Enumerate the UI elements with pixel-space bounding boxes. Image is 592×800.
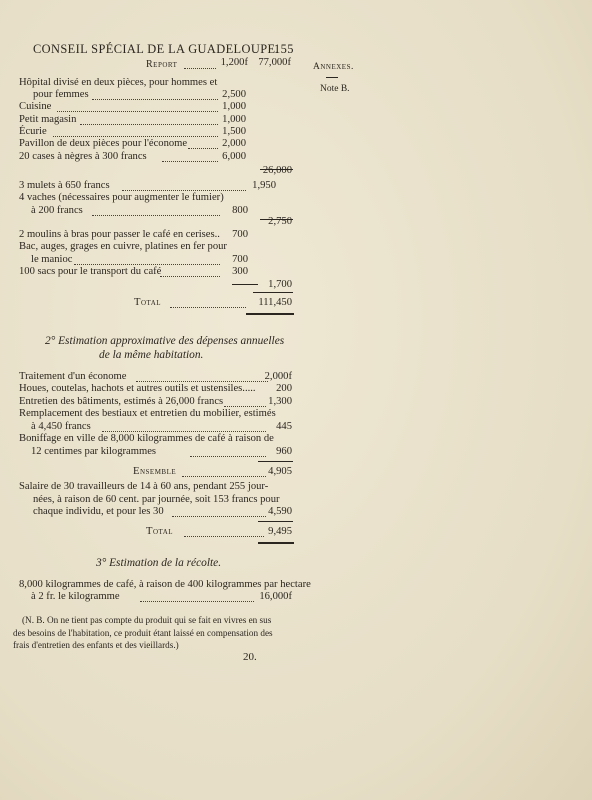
list-item: nées, à raison de 60 cent. par journée, soit 153 francs pour — [33, 494, 280, 505]
list-value: 6,000 — [222, 151, 246, 162]
list-item: Entretien des bâtiments, estimés à 26,000 francs — [19, 396, 224, 407]
list-item: 2 moulins à bras pour passer le café en cerises.. — [19, 229, 220, 240]
ensemble-label: Ensemble — [133, 466, 177, 477]
subtotal-value: 26,000 — [262, 165, 292, 176]
annexes-divider — [326, 77, 338, 78]
list-item: Remplacement des bestiaux et entretien du mobilier, estimés — [19, 408, 276, 419]
list-value: 445 — [276, 421, 292, 432]
list-value: 2,000 — [222, 138, 246, 149]
list-value: 1,500 — [222, 126, 246, 137]
list-item: 3 mulets à 650 francs — [19, 180, 110, 191]
list-value: 1,000 — [222, 101, 246, 112]
total-rule — [253, 292, 293, 293]
leader-dots — [170, 307, 246, 308]
list-value: 1,300 — [268, 396, 292, 407]
leader-dots — [102, 431, 266, 432]
section-heading: 3° Estimation de la récolte. — [96, 557, 222, 569]
list-item: à 2 fr. le kilogramme — [31, 591, 120, 602]
list-item: Hôpital divisé en deux pièces, pour hommes et — [19, 77, 218, 88]
leader-dots — [140, 601, 254, 602]
total-rule — [258, 461, 293, 462]
list-value: 4,590 — [268, 506, 292, 517]
list-value: 2,000f — [264, 371, 292, 382]
list-value: 200 — [276, 383, 292, 394]
footnote: (N. B. On ne tient pas compte du produit qui se fait en vivres en sus — [22, 615, 272, 625]
list-item: à 4,450 francs — [31, 421, 91, 432]
list-item: 4 vaches (nécessaires pour augmenter le fumier) — [19, 192, 224, 203]
list-item: Cuisine — [19, 101, 52, 112]
report-value-1: 1,200f — [220, 57, 248, 68]
list-value: 700 — [232, 254, 248, 265]
leader-dots — [136, 381, 268, 382]
list-item: à 200 francs — [31, 205, 83, 216]
list-value: 700 — [232, 229, 248, 240]
list-value: 300 — [232, 266, 248, 277]
list-value: 1,950 — [252, 180, 276, 191]
leader-dots — [92, 215, 220, 216]
leader-dots — [122, 190, 246, 191]
annexes-label: Annexes. — [313, 62, 354, 72]
footnote: des besoins de l'habitation, ce produit étant laissé en compensation des — [13, 628, 273, 638]
list-item: 12 centimes par kilogrammes — [31, 446, 157, 457]
total-double-rule — [246, 313, 294, 315]
subtotal-value: 2,750 — [268, 216, 292, 227]
page-title: CONSEIL SPÉCIAL DE LA GUADELOUPE. — [33, 42, 279, 56]
section-heading: de la même habitation. — [99, 349, 204, 361]
list-item: Salaire de 30 travailleurs de 14 à 60 ans, pendant 255 jour- — [19, 481, 269, 492]
leader-dots — [80, 124, 218, 125]
list-value: 960 — [276, 446, 292, 457]
list-item: Traitement d'un économe — [19, 371, 127, 382]
list-item: 8,000 kilogrammes de café, à raison de 400 kilogrammes par hectare — [19, 579, 311, 590]
leader-dots — [57, 111, 218, 112]
list-item: Écurie — [19, 126, 47, 137]
list-item: le manioc — [31, 254, 73, 265]
list-item: Houes, coutelas, hachots et autres outils et ustensiles..... — [19, 383, 256, 394]
leader-dots — [53, 136, 218, 137]
list-item: 100 sacs pour le transport du café — [19, 266, 162, 277]
list-item: Petit magasin — [19, 114, 77, 125]
list-item: chaque individu, et pour les 30 — [33, 506, 164, 517]
list-item: Bac, auges, grages en cuivre, platines en fer pour — [19, 241, 227, 252]
list-item: 20 cases à nègres à 300 francs — [19, 151, 147, 162]
list-value: 2,500 — [222, 89, 246, 100]
list-item: pour femmes — [33, 89, 89, 100]
subtotal-value: 1,700 — [268, 279, 292, 290]
footnote: frais d'entretien des enfants et des vieillards.) — [13, 640, 179, 650]
note-label: Note B. — [320, 84, 350, 94]
leader-dots — [92, 99, 218, 100]
leader-dots — [74, 264, 220, 265]
page-number: 155 — [274, 42, 294, 56]
list-value: 800 — [232, 205, 248, 216]
total-double-rule — [258, 542, 294, 544]
list-value: 1,000 — [222, 114, 246, 125]
signature-mark: 20. — [243, 651, 257, 663]
list-item: Boniffage en ville de 8,000 kilogrammes de café à raison de — [19, 433, 274, 444]
section-heading: 2° Estimation approximative des dépenses annuelles — [45, 335, 285, 347]
total-rule — [258, 521, 293, 522]
list-value: 16,000f — [259, 591, 292, 602]
report-label: Report — [146, 59, 178, 70]
report-value-2: 77,000f — [258, 57, 291, 68]
total-label: Total — [146, 526, 174, 537]
ensemble-value: 4,905 — [268, 466, 292, 477]
total-label: Total — [134, 297, 162, 308]
list-item: Pavillon de deux pièces pour l'économe — [19, 138, 188, 149]
total-value: 111,450 — [258, 297, 292, 308]
total-value: 9,495 — [268, 526, 292, 537]
